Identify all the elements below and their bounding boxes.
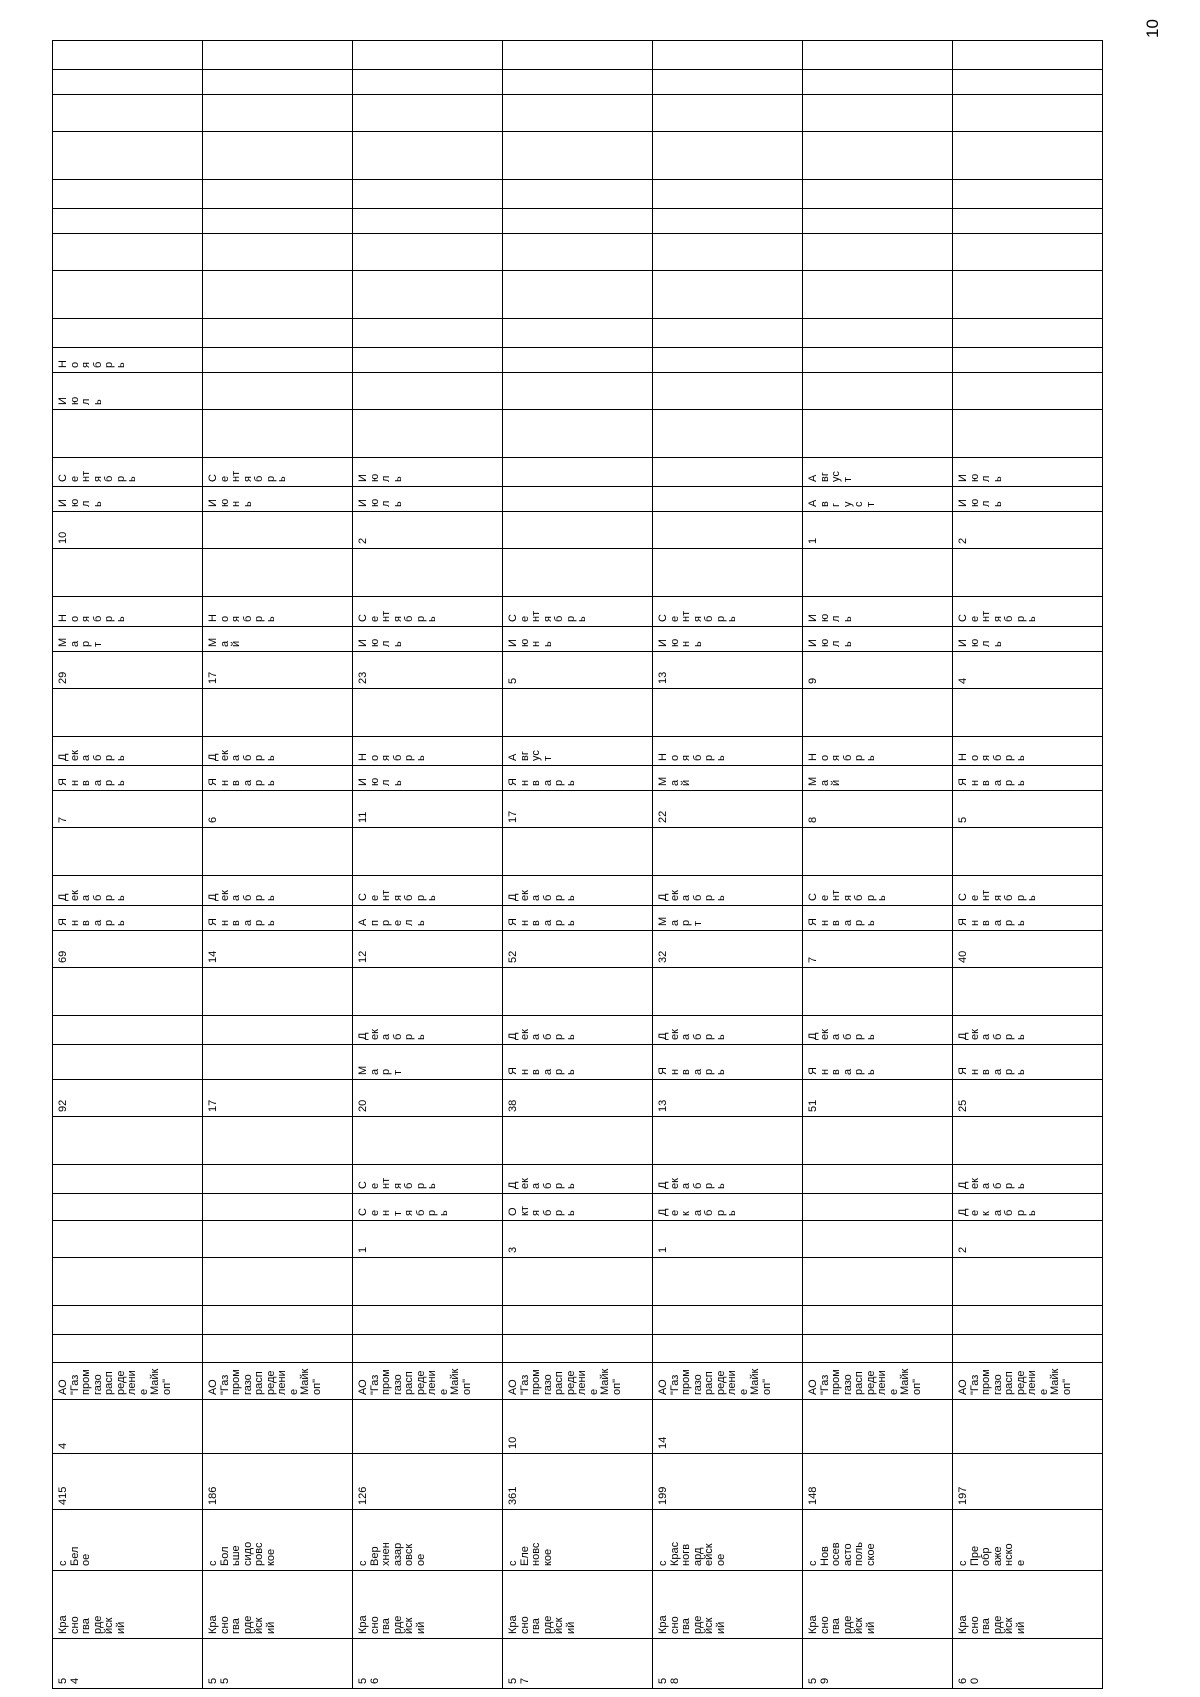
cell-c-to: С е нт я б р ь — [957, 889, 1038, 901]
table-row-rule — [52, 1334, 1103, 1335]
cell-count-d: 5 — [957, 816, 969, 823]
table-column-rule — [502, 40, 503, 1688]
cell-count-c: 14 — [207, 950, 219, 963]
cell-count-a: 2 — [957, 1246, 969, 1253]
cell-e-from: И ю л ь — [357, 638, 404, 647]
table-row-rule — [52, 548, 1103, 549]
table-row-rule — [52, 875, 1103, 876]
table-row-rule — [52, 1305, 1103, 1306]
cell-c-to: С е нт я б р ь — [807, 889, 888, 901]
cell-d-from: Я н в а р ь — [957, 778, 1027, 786]
cell-c-from: А п р е л ь — [357, 918, 427, 926]
cell-c-from: Я н в а р ь — [207, 918, 277, 926]
table-row-rule — [52, 1453, 1103, 1454]
cell-count-f: 2 — [957, 537, 969, 544]
cell-settlement: с Еле новс кое — [507, 1542, 554, 1566]
cell-d-to: А вг ус т — [507, 750, 554, 761]
cell-count-c: 7 — [807, 956, 819, 963]
cell-b-from: Я н в а р ь — [957, 1067, 1027, 1075]
cell-a-from: Д е к а б р ь — [657, 1208, 738, 1216]
cell-f-from: И ю н ь — [207, 498, 254, 507]
table-row-rule — [52, 626, 1103, 627]
cell-count-c: 52 — [507, 950, 519, 963]
cell-district: Кра сно гва рде йск ий — [357, 1615, 427, 1634]
cell-count-b: 25 — [957, 1099, 969, 1112]
cell-f-to: И ю л ь — [357, 473, 404, 482]
cell-c-to: Д ек а б р ь — [507, 890, 577, 901]
table-row-rule — [52, 179, 1103, 180]
cell-f-to: С е нт я б р ь — [57, 470, 138, 482]
table-row-rule — [52, 967, 1103, 968]
cell-population: 126 — [357, 1486, 369, 1505]
cell-count-b: 51 — [807, 1099, 819, 1112]
cell-e-from: М а р т — [57, 637, 104, 647]
cell-c-to: С е нт я б р ь — [357, 889, 438, 901]
cell-c-to: Д ек а б р ь — [657, 890, 727, 901]
table-row-rule — [52, 596, 1103, 597]
cell-settlement: с Крас ногв ард ейск ое — [657, 1541, 727, 1566]
cell-count-d: 11 — [357, 811, 369, 823]
cell-g-to: Н о я б р ь — [57, 360, 127, 368]
table-row-rule — [52, 131, 1103, 132]
cell-num: 5 8 — [657, 1677, 681, 1684]
cell-e-to: С е нт я б р ь — [957, 610, 1038, 622]
cell-e-from: И ю л ь — [807, 638, 854, 647]
table-row-rule — [52, 457, 1103, 458]
cell-count-b: 38 — [507, 1099, 519, 1112]
table-column-rule — [202, 40, 203, 1688]
cell-d-from: Я н в а р ь — [207, 778, 277, 786]
cell-b-to: Д ек а б р ь — [807, 1029, 877, 1040]
cell-f-to: И ю л ь — [957, 473, 1004, 482]
cell-f-from: И ю л ь — [57, 498, 104, 507]
table-row-rule — [52, 1116, 1103, 1117]
cell-code: 10 — [507, 1436, 519, 1449]
table-row-rule — [52, 1044, 1103, 1045]
table-row-rule — [52, 40, 1103, 41]
cell-d-to: Н о я б р ь — [357, 753, 427, 761]
cell-e-to: И ю л ь — [807, 613, 854, 622]
cell-b-from: М а р т — [357, 1065, 404, 1075]
cell-a-from: О кт я б р ь — [507, 1206, 577, 1216]
cell-org: АО "Газ пром газо расп реде лени е Майк оп" — [507, 1368, 623, 1395]
cell-c-from: Я н в а р ь — [57, 918, 127, 926]
cell-population: 197 — [957, 1486, 969, 1505]
cell-c-from: Я н в а р ь — [957, 918, 1027, 926]
table-row-rule — [52, 233, 1103, 234]
cell-b-from: Я н в а р ь — [807, 1067, 877, 1075]
cell-settlement: с Нов осев асто поль ское — [807, 1542, 877, 1566]
cell-count-f: 2 — [357, 537, 369, 544]
cell-count-d: 22 — [657, 810, 669, 823]
cell-settlement: с Бел ое — [57, 1546, 92, 1566]
cell-e-to: Н о я б р ь — [207, 614, 277, 622]
table-column-rule — [652, 40, 653, 1688]
table-column-rule — [352, 40, 353, 1688]
table-row-rule — [52, 930, 1103, 931]
cell-district: Кра сно гва рде йск ий — [57, 1615, 127, 1634]
cell-count-c: 12 — [357, 950, 369, 963]
cell-count-e: 17 — [207, 671, 219, 684]
cell-e-to: Н о я б р ь — [57, 614, 127, 622]
cell-d-to: Н о я б р ь — [807, 753, 877, 761]
cell-b-to: Д ек а б р ь — [507, 1029, 577, 1040]
cell-a-to: Д ек а б р ь — [657, 1178, 727, 1189]
cell-count-e: 9 — [807, 677, 819, 684]
cell-c-to: Д ек а б р ь — [207, 890, 277, 901]
cell-count-b: 92 — [57, 1099, 69, 1112]
cell-c-from: Я н в а р ь — [807, 918, 877, 926]
cell-count-a: 1 — [657, 1246, 669, 1253]
cell-count-c: 32 — [657, 950, 669, 963]
cell-a-from: Д е к а б р ь — [957, 1208, 1038, 1216]
cell-org: АО "Газ пром газо расп реде лени е Майк оп" — [57, 1368, 173, 1395]
cell-count-d: 8 — [807, 816, 819, 823]
cell-d-from: М а й — [657, 776, 692, 786]
cell-e-from: И ю н ь — [507, 638, 554, 647]
cell-code: 14 — [657, 1436, 669, 1449]
table-row-rule — [52, 69, 1103, 70]
table-row-rule — [52, 409, 1103, 410]
cell-e-from: И ю л ь — [957, 638, 1004, 647]
cell-count-b: 17 — [207, 1099, 219, 1112]
table-row-rule — [52, 1399, 1103, 1400]
cell-org: АО "Газ пром газо расп реде лени е Майк оп" — [957, 1368, 1073, 1395]
cell-count-d: 7 — [57, 816, 69, 823]
cell-f-from: А в г у с т — [807, 499, 877, 507]
table-row-rule — [52, 827, 1103, 828]
table-row-rule — [52, 1688, 1103, 1689]
table-row-rule — [52, 486, 1103, 487]
cell-a-from: С е н т я б р ь — [357, 1208, 450, 1216]
cell-count-e: 5 — [507, 677, 519, 684]
cell-d-from: Я н в а р ь — [507, 778, 577, 786]
table-row-rule — [52, 511, 1103, 512]
cell-population: 148 — [807, 1486, 819, 1505]
cell-org: АО "Газ пром газо расп реде лени е Майк оп" — [207, 1368, 323, 1395]
cell-district: Кра сно гва рде йск ий — [507, 1615, 577, 1634]
cell-e-to: С е нт я б р ь — [357, 610, 438, 622]
cell-count-a: 3 — [507, 1246, 519, 1253]
cell-b-from: Я н в а р ь — [507, 1067, 577, 1075]
cell-count-c: 69 — [57, 950, 69, 963]
table-row-rule — [52, 688, 1103, 689]
cell-settlement: с Бол ьше сидо ровс кое — [207, 1541, 277, 1566]
cell-count-e: 29 — [57, 671, 69, 684]
cell-e-from: И ю н ь — [657, 638, 704, 647]
table-row-rule — [52, 905, 1103, 906]
cell-c-from: Я н в а р ь — [507, 918, 577, 926]
cell-settlement: с Вер хнен азар овск ое — [357, 1542, 427, 1566]
table-row-rule — [52, 1015, 1103, 1016]
cell-a-to: Д ек а б р ь — [507, 1178, 577, 1189]
cell-code: 4 — [57, 1442, 69, 1449]
cell-num: 5 7 — [507, 1677, 531, 1684]
table-row-rule — [52, 347, 1103, 348]
table-row-rule — [52, 318, 1103, 319]
table-row-rule — [52, 208, 1103, 209]
cell-count-e: 23 — [357, 671, 369, 684]
cell-d-from: Я н в а р ь — [57, 778, 127, 786]
cell-district: Кра сно гва рде йск ий — [957, 1615, 1027, 1634]
cell-a-to: С е нт я б р ь — [357, 1177, 438, 1189]
cell-e-from: М а й — [207, 637, 242, 647]
cell-count-e: 4 — [957, 677, 969, 684]
cell-num: 5 9 — [807, 1677, 831, 1684]
cell-e-to: С е нт я б р ь — [507, 610, 588, 622]
table-row-rule — [52, 1257, 1103, 1258]
cell-district: Кра сно гва рде йск ий — [207, 1615, 277, 1634]
table-column-rule — [1102, 40, 1103, 1688]
table-row-rule — [52, 1079, 1103, 1080]
cell-population: 199 — [657, 1486, 669, 1505]
cell-population: 186 — [207, 1486, 219, 1505]
cell-num: 6 0 — [957, 1677, 981, 1684]
cell-num: 5 6 — [357, 1677, 381, 1684]
cell-district: Кра сно гва рде йск ий — [807, 1615, 877, 1634]
cell-c-to: Д ек а б р ь — [57, 890, 127, 901]
table-column-rule — [802, 40, 803, 1688]
cell-a-to: Д ек а б р ь — [957, 1178, 1027, 1189]
cell-district: Кра сно гва рде йск ий — [657, 1615, 727, 1634]
table-row-rule — [52, 1220, 1103, 1221]
cell-d-from: М а й — [807, 776, 842, 786]
cell-org: АО "Газ пром газо расп реде лени е Майк оп" — [357, 1368, 473, 1395]
cell-count-e: 13 — [657, 671, 669, 684]
cell-population: 415 — [57, 1486, 69, 1505]
cell-d-to: Н о я б р ь — [957, 753, 1027, 761]
cell-f-from: И ю л ь — [357, 498, 404, 507]
cell-d-from: И ю л ь — [357, 777, 404, 786]
cell-count-b: 13 — [657, 1099, 669, 1112]
cell-count-d: 6 — [207, 816, 219, 823]
table-row-rule — [52, 736, 1103, 737]
table-row-rule — [52, 372, 1103, 373]
cell-d-to: Н о я б р ь — [657, 753, 727, 761]
cell-num: 5 4 — [57, 1677, 81, 1684]
cell-settlement: с Пре обр аже нско е — [957, 1543, 1027, 1566]
table-column-rule — [52, 40, 53, 1688]
cell-b-to: Д ек а б р ь — [657, 1029, 727, 1040]
table-row-rule — [52, 790, 1103, 791]
cell-org: АО "Газ пром газо расп реде лени е Майк оп" — [807, 1368, 923, 1395]
cell-d-to: Д ек а б р ь — [57, 750, 127, 761]
table-row-rule — [52, 94, 1103, 95]
cell-e-to: С е нт я б р ь — [657, 610, 738, 622]
cell-f-to: А вг ус т — [807, 471, 854, 482]
cell-d-to: Д ек а б р ь — [207, 750, 277, 761]
cell-count-d: 17 — [507, 810, 519, 823]
cell-count-f: 10 — [57, 531, 69, 544]
cell-org: АО "Газ пром газо расп реде лени е Майк оп" — [657, 1368, 773, 1395]
cell-b-from: Я н в а р ь — [657, 1067, 727, 1075]
table-row-rule — [52, 1570, 1103, 1571]
page-number: 10 — [1143, 19, 1162, 38]
table-row-rule — [52, 765, 1103, 766]
cell-population: 361 — [507, 1486, 519, 1505]
table-row-rule — [52, 651, 1103, 652]
cell-count-b: 20 — [357, 1099, 369, 1112]
cell-count-c: 40 — [957, 950, 969, 963]
table-row-rule — [52, 270, 1103, 271]
cell-b-to: Д ек а б р ь — [957, 1029, 1027, 1040]
table-row-rule — [52, 1638, 1103, 1639]
cell-f-to: С е нт я б р ь — [207, 470, 288, 482]
cell-num: 5 5 — [207, 1677, 231, 1684]
table-row-rule — [52, 1164, 1103, 1165]
cell-b-to: Д ек а б р ь — [357, 1029, 427, 1040]
cell-g-from: И ю л ь — [57, 396, 104, 405]
table-row-rule — [52, 1509, 1103, 1510]
cell-f-from: И ю л ь — [957, 498, 1004, 507]
cell-c-from: М а р т — [657, 916, 704, 926]
cell-count-a: 1 — [357, 1246, 369, 1253]
table-row-rule — [52, 1362, 1103, 1363]
table-column-rule — [952, 40, 953, 1688]
table-row-rule — [52, 1193, 1103, 1194]
cell-count-f: 1 — [807, 537, 819, 544]
